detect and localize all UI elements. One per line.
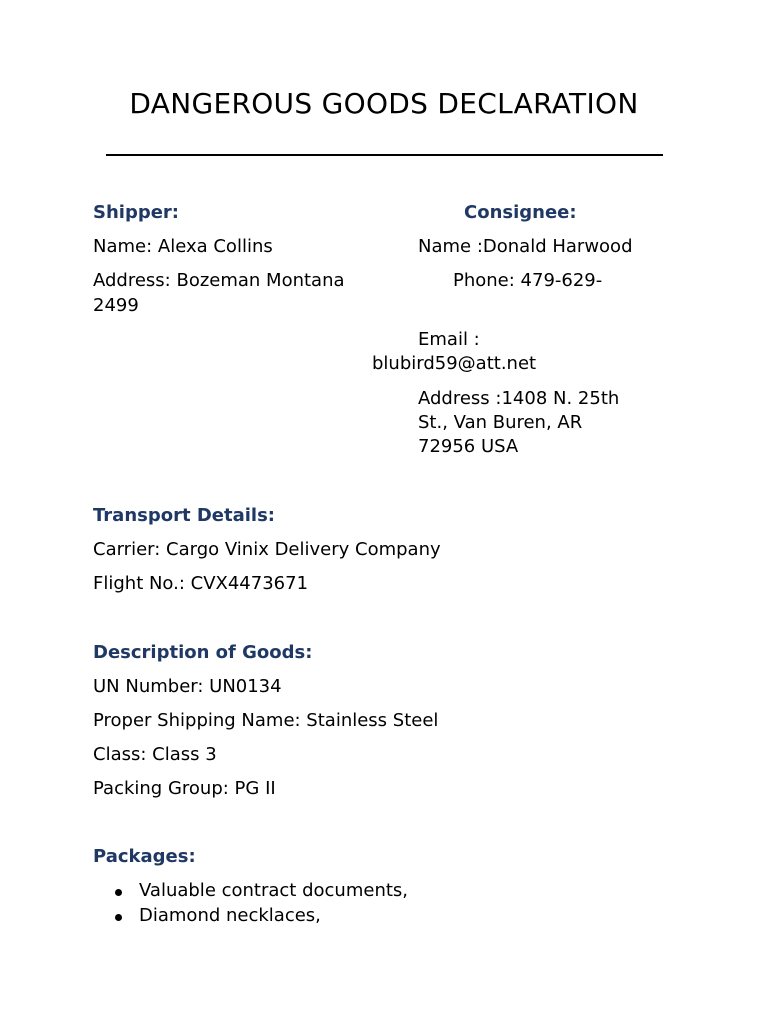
consignee-address-line2: St., Van Buren, AR: [418, 412, 583, 433]
consignee-phone: Phone: 479-629-: [453, 270, 603, 291]
goods-heading: Description of Goods:: [93, 642, 313, 663]
goods-packing-group: Packing Group: PG II: [93, 778, 276, 799]
packages-list: [93, 879, 408, 928]
transport-carrier: Carrier: Cargo Vinix Delivery Company: [93, 539, 441, 560]
consignee-name: Name :Donald Harwood: [418, 236, 633, 257]
consignee-heading: Consignee:: [464, 202, 577, 223]
list-item: [93, 879, 408, 904]
shipper-name: Name: Alexa Collins: [93, 236, 273, 257]
goods-class: Class: Class 3: [93, 744, 217, 765]
consignee-email-label: Email :: [418, 329, 480, 350]
document-title: DANGEROUS GOODS DECLARATION: [129, 87, 639, 120]
bullet-icon: [115, 889, 122, 896]
shipper-address-line2: 2499: [93, 295, 139, 316]
consignee-email-value: blubird59@att.net: [372, 353, 537, 374]
list-item: [93, 904, 408, 929]
title-underline: [106, 154, 663, 156]
consignee-address-line1: Address :1408 N. 25th: [418, 388, 620, 409]
consignee-address-line3: 72956 USA: [418, 436, 519, 457]
bullet-icon: [115, 914, 122, 921]
shipper-heading: Shipper:: [93, 202, 180, 223]
goods-un-number: UN Number: UN0134: [93, 676, 282, 697]
transport-flight: Flight No.: CVX4473671: [93, 573, 309, 594]
goods-shipping-name: Proper Shipping Name: Stainless Steel: [93, 710, 439, 731]
shipper-address-line1: Address: Bozeman Montana: [93, 270, 345, 291]
package-item-label: Valuable contract documents,: [139, 880, 409, 901]
packages-heading: Packages:: [93, 846, 196, 867]
transport-heading: Transport Details:: [93, 505, 276, 526]
package-item-label: Diamond necklaces,: [139, 904, 321, 926]
